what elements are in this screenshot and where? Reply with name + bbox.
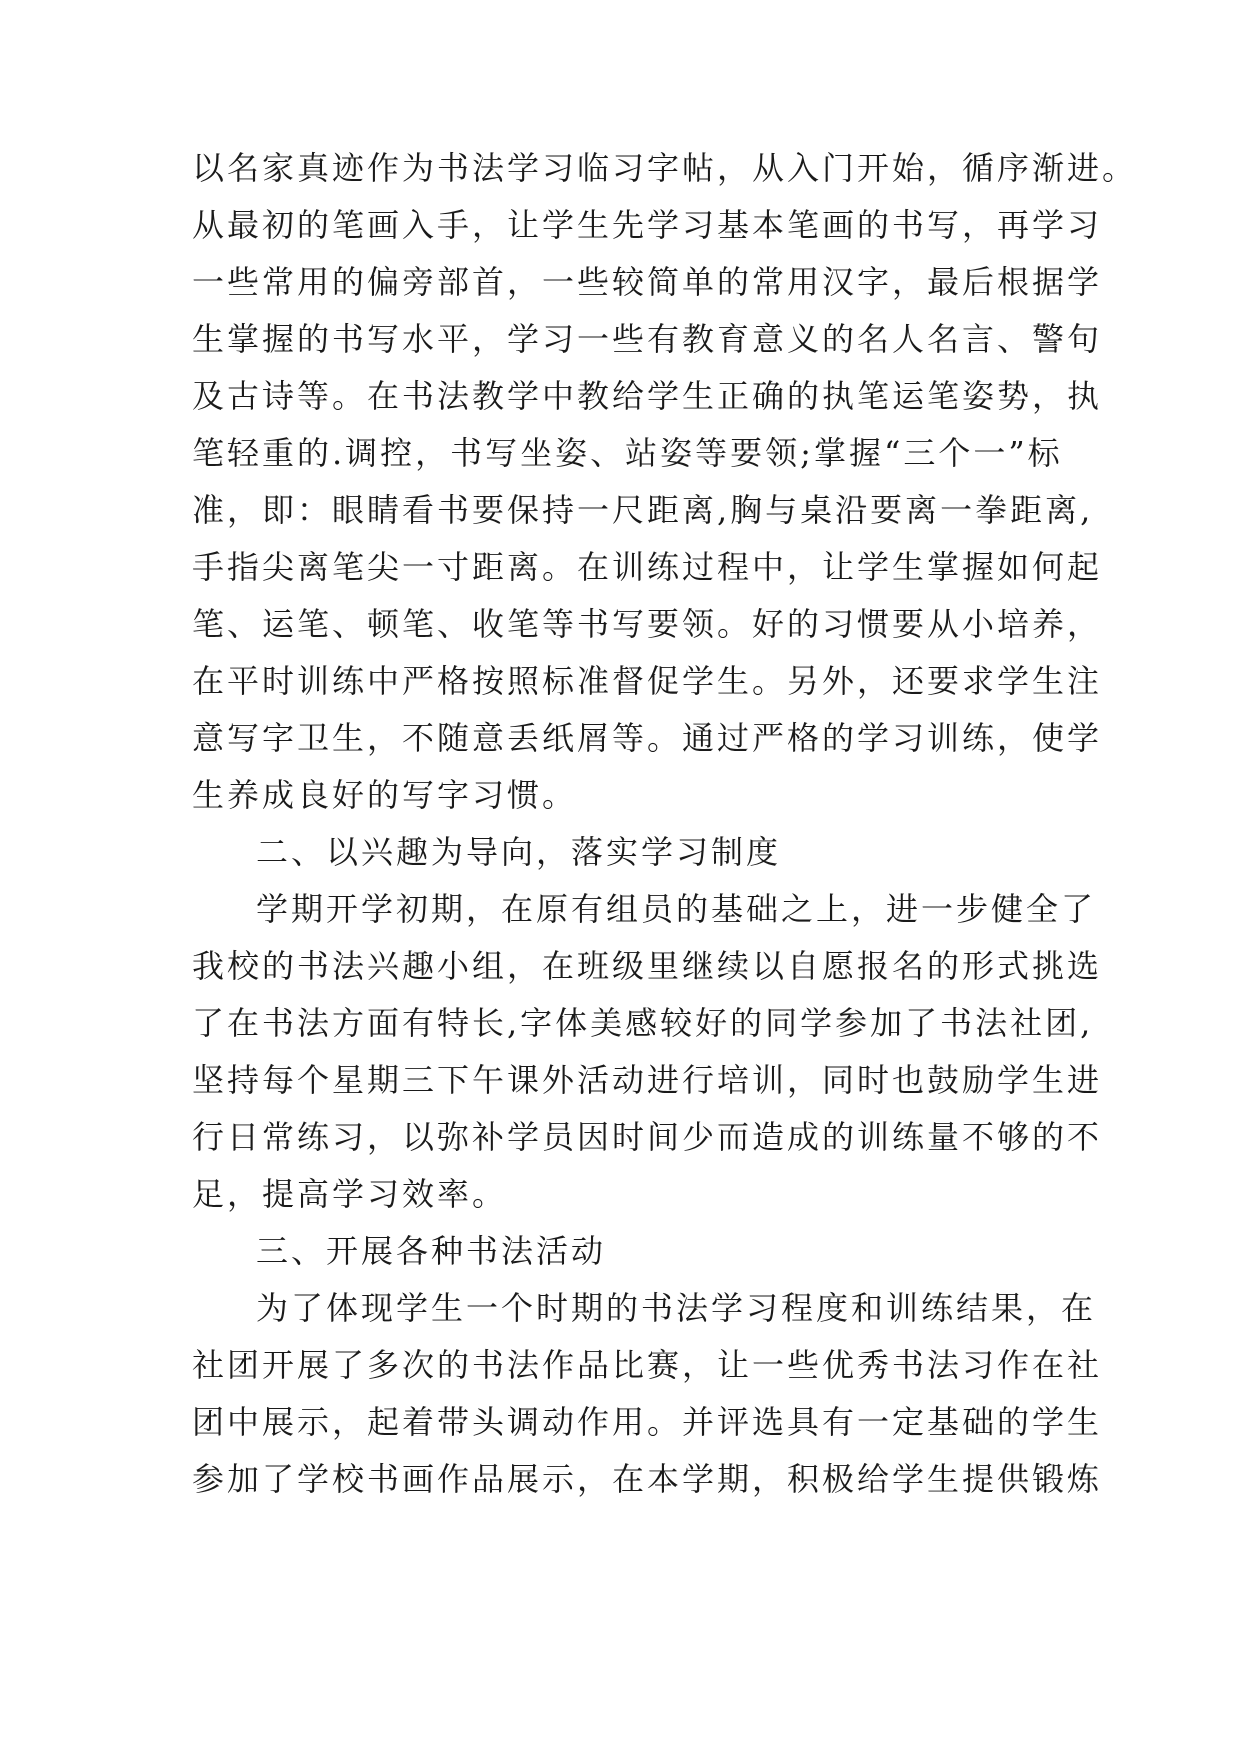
body-line: 手指尖离笔尖一寸距离。在训练过程中，让学生掌握如何起 <box>192 548 1103 586</box>
body-line: 以名家真迹作为书法学习临习字帖，从入门开始，循序渐进。 <box>192 149 1138 187</box>
body-line: 为了体现学生一个时期的书法学习程度和训练结果，在 <box>256 1289 1097 1327</box>
body-line: 坚持每个星期三下午课外活动进行培训，同时也鼓励学生进 <box>192 1061 1103 1099</box>
body-line: 我校的书法兴趣小组，在班级里继续以自愿报名的形式挑选 <box>192 947 1103 985</box>
body-line: 参加了学校书画作品展示，在本学期，积极给学生提供锻炼 <box>192 1460 1103 1498</box>
body-line: 学期开学初期，在原有组员的基础之上，进一步健全了 <box>256 890 1097 928</box>
body-line: 一些常用的偏旁部首，一些较简单的常用汉字，最后根据学 <box>192 263 1103 301</box>
body-line: 了在书法方面有特长,字体美感较好的同学参加了书法社团, <box>192 1004 1094 1042</box>
body-line: 足，提高学习效率。 <box>192 1175 508 1213</box>
body-line: 意写字卫生，不随意丢纸屑等。通过严格的学习训练，使学 <box>192 719 1103 757</box>
body-line: 社团开展了多次的书法作品比赛，让一些优秀书法习作在社 <box>192 1346 1103 1384</box>
body-line: 从最初的笔画入手，让学生先学习基本笔画的书写，再学习 <box>192 206 1103 244</box>
body-line: 准，即：眼睛看书要保持一尺距离,胸与桌沿要离一拳距离, <box>192 491 1094 529</box>
section-heading-3: 三、开展各种书法活动 <box>256 1232 607 1270</box>
body-line: 行日常练习，以弥补学员因时间少而造成的训练量不够的不 <box>192 1118 1103 1156</box>
document-body <box>192 140 1138 1508</box>
body-line: 在平时训练中严格按照标准督促学生。另外，还要求学生注 <box>192 662 1103 700</box>
body-line: 生养成良好的写字习惯。 <box>192 776 578 814</box>
body-line: 生掌握的书写水平，学习一些有教育意义的名人名言、警句 <box>192 320 1103 358</box>
body-line: 笔、运笔、顿笔、收笔等书写要领。好的习惯要从小培养， <box>192 605 1103 643</box>
section-heading-2: 二、以兴趣为导向，落实学习制度 <box>256 833 782 871</box>
body-line: 团中展示，起着带头调动作用。并评选具有一定基础的学生 <box>192 1403 1103 1441</box>
body-line: 及古诗等。在书法教学中教给学生正确的执笔运笔姿势，执 <box>192 377 1103 415</box>
body-line: 笔轻重的.调控，书写坐姿、站姿等要领;掌握“三个一”标 <box>192 434 1063 472</box>
